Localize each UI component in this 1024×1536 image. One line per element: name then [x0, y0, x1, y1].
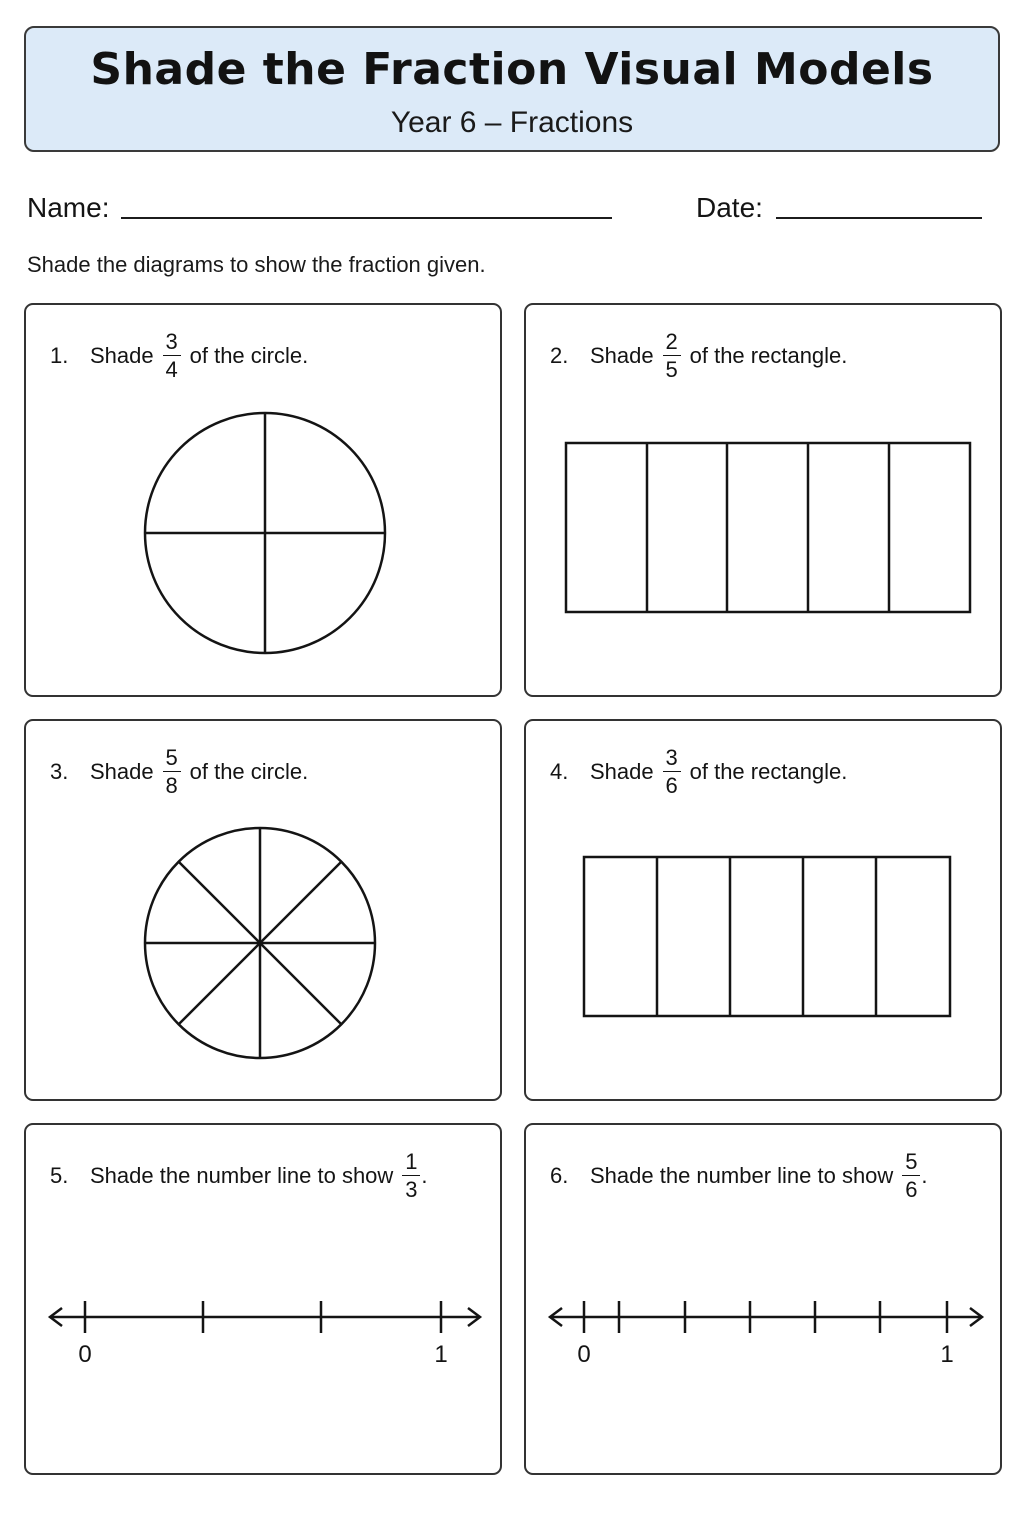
question-suffix: of the rectangle.	[689, 759, 848, 784]
question-number: 6.	[550, 1163, 569, 1188]
number-line-sixths	[526, 1125, 1000, 1473]
name-label: Name:	[27, 192, 110, 223]
fraction-denominator: 6	[665, 773, 678, 798]
rectangle-section[interactable]	[566, 443, 647, 612]
fraction-numerator: 3	[165, 329, 178, 354]
rectangle-model-fifths	[526, 305, 1000, 695]
rectangle-section[interactable]	[730, 857, 803, 1016]
circle-model-eighths	[26, 721, 500, 1099]
question-1-box	[24, 303, 502, 697]
question-prefix: Shade	[590, 343, 654, 368]
rectangle-model-parts	[526, 721, 1000, 1099]
circle-model-quarters	[26, 305, 500, 695]
question-prefix: Shade	[90, 343, 154, 368]
fraction-numerator: 3	[665, 745, 678, 770]
rectangle-section[interactable]	[803, 857, 876, 1016]
question-2-box	[524, 303, 1002, 697]
question-5-box	[24, 1123, 502, 1475]
worksheet-header	[24, 26, 1000, 152]
circle-section[interactable]	[265, 413, 385, 533]
question-suffix: of the circle.	[189, 759, 309, 784]
fraction-denominator: 6	[905, 1177, 918, 1202]
question-prefix: Shade the number line to show	[90, 1163, 394, 1188]
worksheet-title: Shade the Fraction Visual Models	[90, 44, 934, 95]
question-prefix: Shade	[90, 759, 154, 784]
date-field[interactable]	[776, 217, 982, 219]
question-suffix: of the circle.	[189, 343, 309, 368]
number-line-label-1: 1	[940, 1341, 954, 1368]
rectangle-section[interactable]	[584, 857, 657, 1016]
date-label: Date:	[696, 192, 763, 223]
question-number: 4.	[550, 759, 569, 784]
fraction-denominator: 3	[405, 1177, 418, 1202]
fraction-numerator: 5	[165, 745, 178, 770]
name-field[interactable]	[121, 217, 612, 219]
rectangle-section[interactable]	[727, 443, 808, 612]
question-suffix: .	[421, 1163, 428, 1188]
number-line-label-0: 0	[78, 1341, 92, 1368]
question-prefix: Shade the number line to show	[590, 1163, 894, 1188]
question-6-box	[524, 1123, 1002, 1475]
question-suffix: .	[921, 1163, 928, 1188]
worksheet-subtitle: Year 6 – Fractions	[390, 106, 634, 139]
circle-section[interactable]	[145, 533, 265, 653]
question-number: 5.	[50, 1163, 69, 1188]
fraction-numerator: 1	[405, 1149, 418, 1174]
number-line-label-1: 1	[434, 1341, 448, 1368]
number-line-label-0: 0	[577, 1341, 591, 1368]
number-line-shading-area[interactable]	[85, 1305, 441, 1329]
question-number: 1.	[50, 343, 69, 368]
question-3-box	[24, 719, 502, 1101]
fraction-numerator: 5	[905, 1149, 918, 1174]
rectangle-section[interactable]	[876, 857, 950, 1016]
question-prefix: Shade	[590, 759, 654, 784]
number-line-thirds	[26, 1125, 500, 1473]
question-suffix: of the rectangle.	[689, 343, 848, 368]
fraction-numerator: 2	[665, 329, 678, 354]
rectangle-section[interactable]	[657, 857, 730, 1016]
circle-section[interactable]	[265, 533, 385, 653]
fraction-denominator: 4	[165, 357, 178, 382]
rectangle-section[interactable]	[647, 443, 727, 612]
fraction-denominator: 8	[165, 773, 178, 798]
question-number: 2.	[550, 343, 569, 368]
question-number: 3.	[50, 759, 69, 784]
number-line-shading-area[interactable]	[584, 1305, 947, 1329]
rectangle-section[interactable]	[808, 443, 889, 612]
fraction-denominator: 5	[665, 357, 678, 382]
rectangle-section[interactable]	[889, 443, 970, 612]
question-4-box	[524, 719, 1002, 1101]
instructions: Shade the diagrams to show the fraction given.	[27, 252, 486, 277]
circle-section[interactable]	[145, 413, 265, 533]
